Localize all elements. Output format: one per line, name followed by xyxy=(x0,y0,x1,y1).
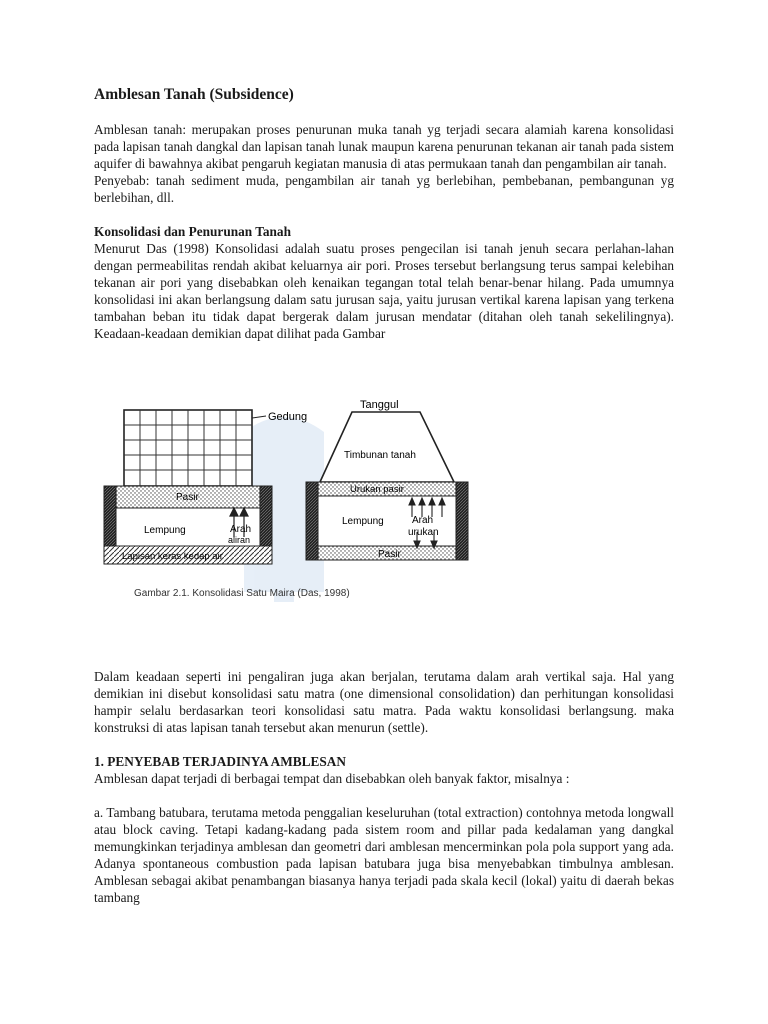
document-body xyxy=(94,86,674,342)
list-item-a: a. Tambang batubara, terutama metoda penggalian keseluruhan (total extraction) contohnya metoda longwall atau block caving. Tetapi kadang-kadang pada sistem room and pillar pada kedalaman yang dangkal memungkinkan terjadinya amblesan dan geometri dari amblesan mencerminkan pola pola support yang ada. Adanya spontaneous combustion pada lapisan batubara juga bisa menyebabkan timbulnya amblesan. Amblesan sebagai akibat penambangan biasanya hanya terjadi pada skala kecil (lokal) yaitu di daerah bekas tambang xyxy=(94,805,674,905)
intro-paragraph: Amblesan tanah: merupakan proses penurunan muka tanah yg terjadi secara alamiah karena konsolidasi pada lapisan tanah dangkal dan lapisan tanah lunak maupun karena penurunan tekanan air tanah pada sistem aquifer di bawahnya akibat pengaruh kegiatan manusia di atas permukaan tanah dan pengambilan air tanah. xyxy=(94,122,674,171)
label-tanggul: Tanggul xyxy=(360,399,399,411)
figure-caption: Gambar 2.1. Konsolidasi Satu Maira (Das, 1998) xyxy=(134,588,350,599)
label-lapisan: Lapisan keras kedap air xyxy=(122,551,223,562)
section-heading-penyebab: 1. PENYEBAB TERJADINYA AMBLESAN xyxy=(94,754,346,769)
label-arah-right: Arah xyxy=(412,515,434,526)
label-pasir: Pasir xyxy=(176,492,199,503)
label-aliran: aliran xyxy=(228,535,251,545)
label-arah: Arah xyxy=(230,524,252,535)
konsolidasi-paragraph: Menurut Das (1998) Konsolidasi adalah suatu proses pengecilan isi tanah jenuh secara perlahan-lahan dengan permeabilitas rendah akibat keluarnya air pori. Proses tersebut berlangsung terus sampai kelebihan tekanan air pori yang disebabkan oleh kenaikan tegangan total telah benar-benar hilang. Pada umumnya konsolidasi ini akan berlangsung dalam satu jurusan saja, yaitu jurusan vertikal karena lapisan yang terkena tambahan beban itu tidak dapat bergerak dalam jurusan mendatar (ditahan oleh tanah sekelilingnya). Keadaan-keadaan demikian dapat dilihat pada Gambar xyxy=(94,241,674,341)
document-body-lower xyxy=(94,668,674,906)
section-heading-konsolidasi: Konsolidasi dan Penurunan Tanah xyxy=(94,224,291,239)
label-pasir-right: Pasir xyxy=(378,549,401,560)
label-lempung: Lempung xyxy=(144,525,186,536)
label-lempung-right: Lempung xyxy=(342,516,384,527)
penyebab-intro: Amblesan dapat terjadi di berbagai tempat dan disebabkan oleh banyak faktor, misalnya : xyxy=(94,771,570,786)
label-timbunan: Timbunan tanah xyxy=(344,450,416,461)
page-title: Amblesan Tanah (Subsidence) xyxy=(94,86,294,103)
label-urukan-pasir: Urukan pasir xyxy=(350,484,404,495)
settlement-paragraph: Dalam keadaan seperti ini pengaliran juga akan berjalan, terutama dalam arah vertikal saja. Hal yang demikian ini disebut konsolidasi satu matra (one dimensional consolidation) dan perhitungan konsolidasi hampir selalu berdasarkan teori konsolidasi satu matra. Pada waktu konsolidasi berlangsung. maka konstruksi di atas lapisan tanah tersebut akan menurun (settle). xyxy=(94,669,674,735)
label-urukan: urukan xyxy=(408,527,439,538)
label-gedung: Gedung xyxy=(268,411,308,423)
cause-paragraph: Penyebab: tanah sediment muda, pengambilan air tanah yg berlebihan, pembebanan, pembangunan yg berlebihan, dll. xyxy=(94,173,674,205)
consolidation-figure xyxy=(94,392,474,622)
